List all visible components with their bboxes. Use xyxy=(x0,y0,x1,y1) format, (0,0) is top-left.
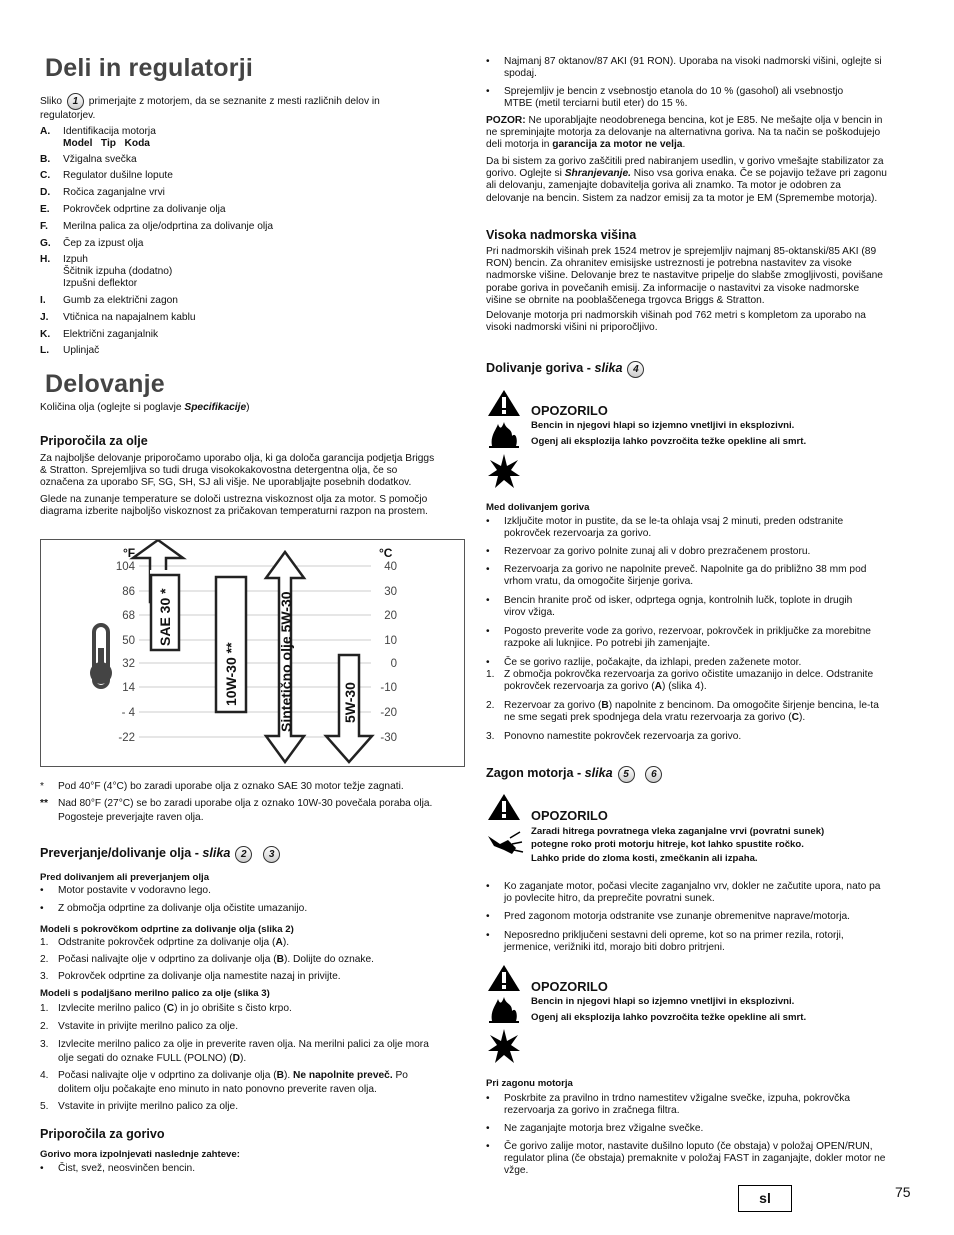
altitude-text: porabe goriva in povečanih emisij. Za informacije o nastavitvi za visoke nadmorske xyxy=(486,282,860,294)
part-label xyxy=(63,126,156,150)
bullet: • xyxy=(486,881,490,892)
cap-steps xyxy=(40,937,466,985)
fuel-bullet-line: spodaj. xyxy=(504,68,537,80)
check-oil-title xyxy=(40,846,282,863)
fahrenheit-tick-label: 32 xyxy=(122,658,135,670)
bullet-line: Ko zaganjate motor, počasi vlecite zaganjalno vrv, dokler ne začutite upora, nato pa xyxy=(504,881,881,892)
celsius-tick-label: 10 xyxy=(384,635,397,647)
part-text: Regulator dušilne lopute xyxy=(63,170,173,181)
bullet: • xyxy=(40,1163,44,1174)
part-text: Gumb za električni zagon xyxy=(63,295,178,306)
part-text: Identifikacija motorja xyxy=(63,126,156,137)
part-text: Vžigalna svečka xyxy=(63,154,137,165)
stabilizer-text: Niso vsa goriva enaka. Če se pojavijo težave pri zagonu xyxy=(630,168,887,180)
step-ref: D xyxy=(232,1053,240,1064)
part-label xyxy=(63,221,273,233)
before-check-bullets xyxy=(40,885,466,917)
intro-before: Sliko xyxy=(40,96,63,108)
bullet-line: Izključite motor in pustite, da se le-ta ohlaja vsaj 2 minuti, preden odstranite xyxy=(504,516,844,527)
step-text: Vstavite in privijte merilno palico za olje. xyxy=(58,1101,239,1112)
check-title-em: slika xyxy=(202,846,231,861)
bullet: • xyxy=(486,657,490,668)
unit-fahrenheit: °F xyxy=(123,546,136,560)
warning-line: Ogenj ali eksplozija lahko povzročita težke opekline ali smrt. xyxy=(531,436,807,447)
fuel-bullet-line: Najmanj 87 oktanov/87 AKI (91 RON). Uporaba na visoki nadmorski višini, oglejte si xyxy=(504,56,882,67)
heading-operation: Delovanje xyxy=(45,370,165,398)
warning-icons xyxy=(486,792,526,868)
oil-quantity-note xyxy=(40,402,250,414)
pozor-text: . xyxy=(682,139,686,151)
pozor-emphasis: garancija za motor ne velja xyxy=(552,139,683,151)
step-text: pokrovček rezervoarja za gorivo ( xyxy=(504,681,655,693)
bullet: • xyxy=(486,626,490,637)
stabilizer-text: delovanje na bencin. Sistem za nadzor emisij za ta motor je EM (Spremembe motorja). xyxy=(486,192,878,204)
bullet: • xyxy=(486,1123,490,1134)
during-fuel-heading: Med dolivanjem goriva xyxy=(486,502,590,513)
fahrenheit-tick-label: -22 xyxy=(118,732,135,744)
warning-triangle-icon xyxy=(488,390,520,416)
bullet: • xyxy=(486,546,490,557)
explosion-icon xyxy=(488,1029,520,1063)
step-number: 1. xyxy=(486,669,495,680)
step-text: ). xyxy=(239,1053,247,1064)
part-letter: D. xyxy=(40,187,51,198)
bullet: • xyxy=(486,516,490,527)
bullet-line: Rezervoarja za gorivo ne napolnite preveč. Napolnite ga do približno 38 mm pod xyxy=(504,564,867,575)
viscosity-chart-svg xyxy=(41,540,464,766)
bullet: • xyxy=(486,930,490,941)
altitude-text: nadmorske višine. Delovanje brez te nastavitve pripelje do slabše zmogljivosti, povišane xyxy=(486,270,883,282)
warning-line: Lahko pride do zloma kosti, zmečkanin ali izpaha. xyxy=(531,853,758,864)
warning-triangle-icon xyxy=(488,794,520,820)
part-text: Ščitnik izpuha (dodatno) xyxy=(63,266,173,278)
step-text: Izvlecite merilno palico ( xyxy=(58,1003,167,1014)
oil-rec-p1-line: označena za uporabo SF, SG, SH, SJ ali višje. Ne uporabljajte posebnih dodatkov. xyxy=(40,477,412,489)
part-text: Pokrovček odprtine za dolivanje olja xyxy=(63,204,226,215)
step-text: ). xyxy=(282,937,290,948)
pozor-text: ne spreminjajte motorja za delovanje na alternativna goriva. Na ta način se poškodujejo xyxy=(486,127,881,139)
bullet-line: jo povlecite hitro, da preprečite povratni sunek. xyxy=(504,893,715,905)
part-letter: K. xyxy=(40,329,51,340)
warning-line: Ogenj ali eksplozija lahko povzročita težke opekline ali smrt. xyxy=(531,1012,807,1023)
part-letter: I. xyxy=(40,295,46,306)
celsius-ticks xyxy=(380,561,397,744)
figure-ref-6: 6 xyxy=(645,766,662,783)
step-text: Po xyxy=(392,1070,408,1081)
warning-kickback xyxy=(486,792,914,868)
step-ref: C xyxy=(166,1003,175,1014)
warning-triangle-icon xyxy=(488,965,520,991)
oil-recommendations-title: Priporočila za olje xyxy=(40,434,148,448)
part-label xyxy=(63,295,178,307)
part-text: Električni zaganjalnik xyxy=(63,329,159,340)
figure-ref-2: 2 xyxy=(235,846,252,863)
fuel-steps xyxy=(486,669,914,744)
high-altitude-p2 xyxy=(486,310,914,334)
part-letter: B. xyxy=(40,154,51,165)
part-label xyxy=(63,204,226,216)
thermometer-icon xyxy=(90,625,112,687)
language-badge: sl xyxy=(738,1185,792,1212)
step-ref: B xyxy=(601,700,609,711)
fuel-recommendations-title: Priporočila za gorivo xyxy=(40,1127,165,1141)
kickback-hand-icon xyxy=(488,832,523,854)
part-label xyxy=(63,345,99,357)
footnote-mark: ** xyxy=(40,798,48,809)
chart-footnotes xyxy=(40,781,466,826)
part-label xyxy=(63,254,172,291)
figure-ref-3: 3 xyxy=(263,846,280,863)
oil-rec-p2 xyxy=(40,494,428,518)
part-letter: G. xyxy=(40,238,51,249)
warning-fuel-1 xyxy=(486,388,914,494)
warning-fuel-2 xyxy=(486,963,914,1069)
part-text: Vtičnica na napajalnem kablu xyxy=(63,312,196,323)
bullet: • xyxy=(40,885,44,896)
bullet-line: virov vžiga. xyxy=(504,607,555,619)
step-text: Rezervoar za gorivo ( xyxy=(504,700,602,711)
part-subtext: Model Tip Koda xyxy=(63,138,150,150)
unit-celsius: °C xyxy=(379,546,393,560)
step-text: Počasi nalivajte olje v odprtino za dolivanje olja ( xyxy=(58,954,277,965)
during-fuel-bullets xyxy=(486,516,914,670)
fahrenheit-tick-label: 104 xyxy=(115,561,135,573)
celsius-tick-label: -10 xyxy=(380,682,397,694)
start-title-text: Zagon motorja - xyxy=(486,766,585,781)
bullet: • xyxy=(486,1093,490,1104)
step-number: 1. xyxy=(40,1003,49,1014)
step-number: 2. xyxy=(486,700,495,711)
step-text: dolitem olju počakajte eno minuto in nato ponovno preverite raven olja. xyxy=(58,1084,377,1095)
bullet-line: Če gorivo zalije motor, nastavite dušilno loputo (če obstaja) v položaj OPEN/RUN, xyxy=(504,1141,873,1152)
fahrenheit-tick-label: 50 xyxy=(122,635,135,647)
part-text: Izpušni deflektor xyxy=(63,278,138,290)
step-number: 1. xyxy=(40,937,49,948)
step-text: Izvlecite merilno palico za olje in preverite raven olja. Na merilni palici za olje mora xyxy=(58,1039,429,1050)
oil-viscosity-chart xyxy=(40,539,465,767)
add-fuel-title-text: Dolivanje goriva - xyxy=(486,361,595,376)
explosion-icon xyxy=(488,454,520,488)
fahrenheit-tick-label: 68 xyxy=(122,610,135,622)
step-ref: A xyxy=(654,681,662,693)
bullet: • xyxy=(40,903,44,914)
part-letter: L. xyxy=(40,345,50,356)
fuel-bullet-text: Čist, svež, neosvinčen bencin. xyxy=(58,1163,196,1174)
pozor-text: Ne uporabljajte neodobrenega bencina, kot je E85. Ne mešajte olja v bencin in xyxy=(525,115,883,126)
high-altitude-p1 xyxy=(486,246,914,307)
step-number: 3. xyxy=(486,731,495,742)
bullet-line: razpoke ali luknjice. Po potrebi jih zamenjajte. xyxy=(504,638,711,650)
step-text: ) in jo obrišite s čisto krpo. xyxy=(174,1003,292,1014)
oil-rec-p2-line: diagrama izberite najboljšo viskoznost za pričakovan temperaturni razpon na prostem. xyxy=(40,506,428,518)
step-text: Pokrovček odprtine za dolivanje olja namestite nazaj in privijte. xyxy=(58,971,341,982)
add-fuel-title xyxy=(486,361,646,378)
footnote-text: Nad 80°F (27°C) se bo zaradi uporabe olja z oznako 10W-30 povečala poraba olja. xyxy=(58,798,433,809)
pozor-note xyxy=(486,115,914,152)
at-start-heading: Pri zagonu motorja xyxy=(486,1078,573,1089)
step-ref: B xyxy=(276,954,284,965)
at-start-bullets xyxy=(486,1093,914,1180)
stabilizer-text: ali delovanju, zamenjajte dobavitelja goriva ali znamko. Ta motor je odobren za xyxy=(486,180,841,192)
altitude-text: Delovanje motorja pri nadmorskih višinah pod 762 metri s kompletom za uporabo na xyxy=(486,310,866,321)
step-number: 3. xyxy=(40,1039,49,1050)
figure-ref-4: 4 xyxy=(627,361,644,378)
oil-rec-p1-line: Za najboljše delovanje priporočamo uporabo olja, ki ga določa garancija podjetja Briggs xyxy=(40,453,435,464)
footnote-text: Pod 40°F (4°C) bo zaradi uporabe olja z oznako SAE 30 motor težje zagnati. xyxy=(58,781,404,792)
bullet: • xyxy=(486,911,490,922)
warning-label: OPOZORILO xyxy=(531,979,608,994)
part-text: Ročica zaganjalne vrvi xyxy=(63,187,165,198)
before-check-heading: Pred dolivanjem ali preverjanjem olja xyxy=(40,872,210,883)
step-text: Počasi nalivajte olje v odprtino za dolivanje olja ( xyxy=(58,1070,277,1081)
oil-rec-p1 xyxy=(40,453,434,490)
celsius-tick-label: 0 xyxy=(390,658,397,670)
bullet-line: Ne zaganjajte motorja brez vžigalne svečke. xyxy=(504,1123,704,1134)
part-text: Merilna palica za olje/odprtina za dolivanje olja xyxy=(63,221,274,232)
bullet-line: rezervoarja za gorivo in zračnega filtra. xyxy=(504,1105,680,1117)
bullet-line: Pred zagonom motorja odstranite vse zunanje obremenitve naprave/motorja. xyxy=(504,911,850,922)
intro-line2: regulatorjev. xyxy=(40,110,96,121)
step-number: 4. xyxy=(40,1070,49,1081)
dip-steps xyxy=(40,1003,466,1115)
fuel-bullet-1 xyxy=(40,1163,466,1177)
oil-qty-after: ) xyxy=(246,402,250,413)
step-number: 3. xyxy=(40,971,49,982)
before-bullet-text: Motor postavite v vodoravno lego. xyxy=(58,885,211,896)
altitude-text: Pri nadmorskih višinah prek 1524 metrov je sprejemljiv najmanj 85-oktanski/85 AKI (89 xyxy=(486,246,877,257)
warning-icons xyxy=(486,388,522,494)
warning-line: Bencin in njegovi hlapi so izjemno vnetljivi in eksplozivni. xyxy=(531,420,795,431)
warning-label: OPOZORILO xyxy=(531,808,608,823)
fuel-bullet-line: MTBE (metil terciarni butil eter) do 15 %. xyxy=(504,98,688,110)
altitude-text: visoki nadmorski višini ni priporočljivo. xyxy=(486,322,658,334)
step-text: Odstranite pokrovček odprtine za dolivanje olja ( xyxy=(58,937,276,948)
warning-icons xyxy=(486,963,522,1069)
bullet-line: vžge. xyxy=(504,1165,529,1177)
part-letter: E. xyxy=(40,204,50,215)
start-title-em: slika xyxy=(584,766,613,781)
pozor-text: deli motorja in xyxy=(486,139,553,151)
w5w30-label: 5W-30 xyxy=(342,682,358,723)
part-label xyxy=(63,170,173,182)
fahrenheit-tick-label: 86 xyxy=(122,586,135,598)
step-number: 2. xyxy=(40,954,49,965)
stabilizer-text: gorivo. Oglejte si xyxy=(486,168,565,180)
part-text: Čep za izpust olja xyxy=(63,238,144,249)
bullet-line: jermenice, verižniki itd, morajo biti dobro pritrjeni. xyxy=(504,942,725,954)
fuel-requirements: Gorivo mora izpolnjevati naslednje zahteve: xyxy=(40,1149,240,1160)
heading-parts-controls: Deli in regulatorji xyxy=(45,54,253,82)
stabilizer-note xyxy=(486,156,914,205)
footnote-text: Pogosteje preverjajte raven olja. xyxy=(58,812,204,823)
before-bullet-text: Z območja odprtine za dolivanje olja očistite umazanijo. xyxy=(58,903,308,914)
oil-rec-p2-line: Glede na zunanje temperature se določi ustrezna viskoznost olja za motor. S pomočjo xyxy=(40,494,428,505)
start-engine-title xyxy=(486,766,664,783)
part-letter: H. xyxy=(40,254,51,265)
bullet: • xyxy=(486,564,490,575)
step-text: olje segati do oznake FULL (POLNO) ( xyxy=(58,1053,233,1064)
part-label xyxy=(63,187,165,199)
part-letter: J. xyxy=(40,312,49,323)
celsius-tick-label: 30 xyxy=(384,586,397,598)
bullet-line: Če se gorivo razlije, počakajte, da izhlapi, preden zaženete motor. xyxy=(504,657,802,668)
part-label xyxy=(63,312,196,324)
warning-line: Zaradi hitrega povratnega vleka zaganjalne vrvi (povratni sunek) xyxy=(531,826,825,837)
fahrenheit-tick-label: - 4 xyxy=(121,707,135,719)
step-text: ) (slika 4). xyxy=(661,681,707,693)
storage-link: Shranjevanje. xyxy=(564,168,631,180)
step-text: ne sme segati prek spodnjega dela vratu rezervoarja za gorivo ( xyxy=(504,712,792,724)
celsius-tick-label: -20 xyxy=(380,707,397,719)
celsius-tick-label: 40 xyxy=(384,561,397,573)
fire-icon xyxy=(489,422,519,448)
fahrenheit-ticks xyxy=(116,561,136,744)
part-text: Uplinjač xyxy=(63,345,100,356)
oil-rec-p1-line: & Stratton. Sprejemljiva so tudi druga visokokakovostna detergentna olja, če so xyxy=(40,465,398,477)
step-text: ). xyxy=(283,1070,294,1081)
sae30-label: SAE 30 * xyxy=(157,588,173,646)
altitude-text: višine se obrnite na pooblaščenega trgovca Briggs & Stratton. xyxy=(486,294,765,306)
pozor-label: POZOR: xyxy=(486,115,526,126)
bullet: • xyxy=(486,1141,490,1152)
footnote-mark: * xyxy=(40,781,44,792)
step-number: 5. xyxy=(40,1101,49,1112)
bullet: • xyxy=(486,56,490,67)
fahrenheit-tick-label: 14 xyxy=(122,682,135,694)
bullet-line: Bencin hranite proč od isker, odprtega ognja, kontrolnih lučk, toplote in drugih xyxy=(504,595,853,606)
part-label xyxy=(63,154,137,166)
bullet: • xyxy=(486,595,490,606)
warning-label: OPOZORILO xyxy=(531,403,608,418)
bullet-line: regulator plina (če obstaja) premaknite v položaj FAST in zaganjajte, dokler motor ne xyxy=(504,1153,886,1165)
stabilizer-text: Da bi sistem za gorivo zaščitili pred nabiranjem usedlin, v gorivo vmešajte stabilizator za xyxy=(486,156,884,167)
warning-line: Bencin in njegovi hlapi so izjemno vnetljivi in eksplozivni. xyxy=(531,996,795,1007)
intro-text xyxy=(40,93,466,122)
step-text: ) napolnite z bencinom. Da omogočite širjenje bencina, le-ta xyxy=(608,700,879,711)
add-fuel-title-em: slika xyxy=(594,361,623,376)
step-ref: A xyxy=(275,937,283,948)
part-letter: A. xyxy=(40,126,51,137)
figure-ref-5: 5 xyxy=(618,766,635,783)
part-text: Izpuh xyxy=(63,254,88,265)
step-text: Vstavite in privijte merilno palico za olje. xyxy=(58,1021,239,1032)
bullet-line: Pogosto preverite vode za gorivo, rezervoar, pokrovček in priključke za morebitne xyxy=(504,626,871,637)
bullet-line: vrhom vratu, da omogočite širjenje goriva. xyxy=(504,576,694,588)
intro-after: primerjajte z motorjem, da se seznanite z mesti različnih delov in xyxy=(88,96,380,108)
step-emphasis: Ne napolnite preveč. xyxy=(293,1070,393,1081)
part-letter: C. xyxy=(40,170,51,181)
fire-icon xyxy=(489,997,519,1023)
altitude-text: RON) bencin. Za ohranitev emisijske ustreznosti je potrebna nastavitev za visoke xyxy=(486,258,852,270)
step-text: ). Dolijte do oznake. xyxy=(283,954,374,965)
part-letter: F. xyxy=(40,221,48,232)
w10w30-label: 10W-30 ** xyxy=(223,642,239,706)
bullet-line: Poskrbite za pravilno in trdno namestitev vžigalne svečke, izpuha, pokrovčka xyxy=(504,1093,850,1104)
dip-models-heading: Modeli s podaljšano merilno palico za olje (slika 3) xyxy=(40,988,270,999)
page-number: 75 xyxy=(895,1184,911,1200)
celsius-tick-label: -30 xyxy=(380,732,397,744)
check-title-text: Preverjanje/dolivanje olja - xyxy=(40,846,203,861)
part-label xyxy=(63,329,158,341)
part-label xyxy=(63,238,143,250)
bullet: • xyxy=(486,86,490,97)
bullet-line: Neposredno priključeni sestavni deli opreme, kot so na primer rezila, rotorji, xyxy=(504,930,844,941)
step-text: Z območja pokrovčka rezervoarja za gorivo očistite umazanijo in delce. Odstranite xyxy=(504,669,874,680)
bullet-line: Rezervoar za gorivo polnite zunaj ali v dobro prezračenem prostoru. xyxy=(504,546,811,557)
start-bullets xyxy=(486,881,914,956)
oil-qty-link: Specifikacije xyxy=(184,402,247,413)
step-ref: C xyxy=(791,712,800,724)
celsius-tick-label: 20 xyxy=(384,610,397,622)
figure-ref-1: 1 xyxy=(67,93,84,110)
high-altitude-title: Visoka nadmorska višina xyxy=(486,228,637,242)
step-text: ). xyxy=(799,712,806,724)
oil-qty-before: Količina olja (oglejte si poglavje xyxy=(40,402,185,413)
warning-line: potegne roko proti motorju hitreje, kot lahko spustite ročko. xyxy=(531,839,804,850)
fuel-bullets xyxy=(486,56,914,112)
bullet-line: pokrovček rezervoarja za gorivo. xyxy=(504,528,652,540)
cap-models-heading: Modeli s pokrovčkom odprtine za dolivanje olja (slika 2) xyxy=(40,924,294,935)
step-number: 2. xyxy=(40,1021,49,1032)
synthetic-label: Sintetično olje 5W-30 xyxy=(278,591,294,732)
step-ref: B xyxy=(276,1070,284,1081)
fuel-bullet-line: Sprejemljiv je bencin z vsebnostjo etanola do 10 % (gasohol) ali vsebnostjo xyxy=(504,86,844,97)
step-text: Ponovno namestite pokrovček rezervoarja za gorivo. xyxy=(504,731,742,742)
